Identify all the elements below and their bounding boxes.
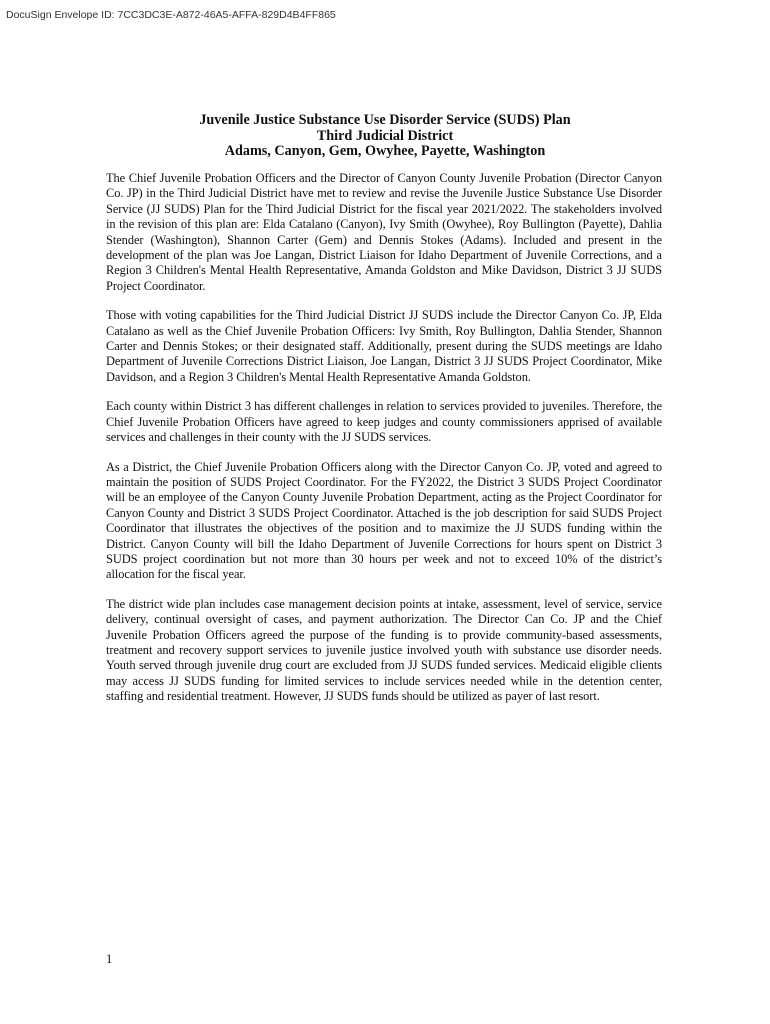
page-number: 1 (106, 952, 113, 966)
document-title (0, 113, 770, 160)
title-line-counties: Adams, Canyon, Gem, Owyhee, Payette, Washington (224, 143, 546, 159)
paragraph-project-coordinator: As a District, the Chief Juvenile Probation Officers along with the Director Canyon Co. JP, voted and agreed to maintain the position of SUDS Project Coordinator. For the FY2022, the District 3 SUDS Project Coordinator will be an employee of the Canyon County Juvenile Probation Department, acting as the Project Coordinator for Canyon County and District 3 SUDS Project Coordinator. Attached is the job description for said SUDS Project Coordinator that illustrates the objectives of the position and to maximize the JJ SUDS funding within the District. Canyon County will bill the Idaho Department of Juvenile Corrections for hours spent on District 3 SUDS project coordination but not more than 30 hours per week and not to exceed 10% of the district’s allocation for the fiscal year. (106, 459, 662, 582)
paragraph-voting-members: Those with voting capabilities for the Third Judicial District JJ SUDS include the Director Canyon Co. JP, Elda Catalano as well as the Chief Juvenile Probation Officers: Ivy Smith, Roy Bullington, Dahlia Stender, Shannon Carter and Dennis Stokes; or their designated staff. Additionally, present during the SUDS meetings are Idaho Department of Juvenile Corrections District Liaison, Joe Langan, District 3 JJ SUDS Project Coordinator, Mike Davidson, and a Region 3 Children's Mental Health Representative Amanda Goldston. (106, 308, 662, 384)
paragraph-district-plan: The district wide plan includes case management decision points at intake, assessment, level of service, service delivery, continual oversight of cases, and payment authorization. The Director Can Co. JP and the Chief Juvenile Probation Officers agreed the purpose of the funding is to provide community-based assessments, treatment and recovery support services to juvenile justice involved youth with substance use disorder needs. Youth served through juvenile drug court are excluded from JJ SUDS funded services. Medicaid eligible clients may access JJ SUDS funding for limited services to include services needed while in the detention center, staffing and residential treatment. However, JJ SUDS funds should be utilized as payer of last resort. (106, 596, 662, 704)
paragraph-county-challenges: Each county within District 3 has different challenges in relation to services provided to juveniles. Therefore, the Chief Juvenile Probation Officers have agreed to keep judges and county commissioners apprised of available services and challenges in their county with the JJ SUDS services. (106, 399, 662, 445)
title-line-plan-name: Juvenile Justice Substance Use Disorder Service (SUDS) Plan (199, 112, 571, 128)
document-body (106, 171, 662, 719)
title-line-district: Third Judicial District (316, 127, 454, 144)
paragraph-stakeholders: The Chief Juvenile Probation Officers and the Director of Canyon County Juvenile Probation (Director Canyon Co. JP) in the Third Judicial District have met to review and revise the Juvenile Justice Substance Use Disorder Service (JJ SUDS) Plan for the Third Judicial District for the fiscal year 2021/2022. The stakeholders involved in the revision of this plan are: Elda Catalano (Canyon), Ivy Smith (Owyhee), Roy Bullington (Payette), Dahlia Stender (Washington), Shannon Carter (Gem) and Dennis Stokes (Adams). Included and present in the development of the plan was Joe Langan, District Liaison for Idaho Department of Juvenile Corrections, and a Region 3 Children's Mental Health Representative, Amanda Goldston and Mike Davidson, District 3 JJ SUDS Project Coordinator. (106, 171, 662, 293)
docusign-envelope-id: DocuSign Envelope ID: 7CC3DC3E-A872-46A5-AFFA-829D4B4FF865 (6, 9, 336, 21)
